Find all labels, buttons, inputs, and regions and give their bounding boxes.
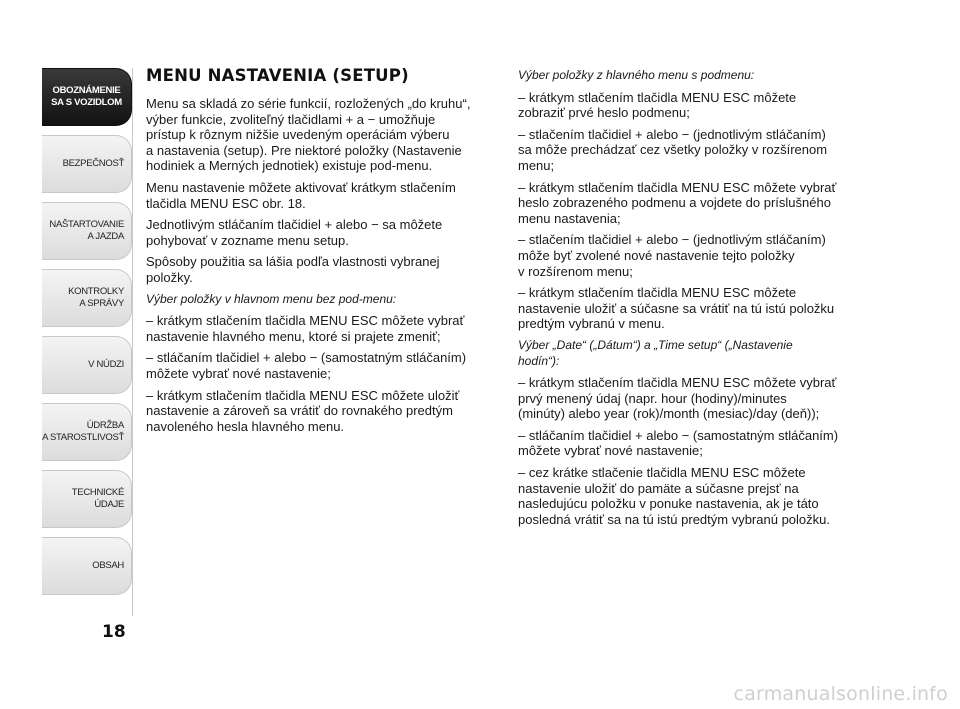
right-column bbox=[518, 68, 880, 533]
list-item: – krátkym stlačením tlačidla MENU ESC môžete zobraziť prvé heslo podmenu; bbox=[518, 89, 797, 121]
page-title: MENU NASTAVENIA (SETUP) bbox=[146, 66, 409, 85]
tab-nastartovanie[interactable]: NAŠTARTOVANIE A JAZDA bbox=[42, 202, 132, 260]
sidebar-divider bbox=[132, 68, 133, 616]
tab-obsah[interactable]: OBSAH bbox=[42, 537, 132, 595]
list-item: – stlačením tlačidiel + alebo − (jednotlivým stláčaním) sa môže prechádzať cez všetky položky v rozšírenom menu; bbox=[518, 126, 828, 173]
tab-oboznamenie[interactable]: OBOZNÁMENIE SA S VOZIDLOM bbox=[42, 68, 132, 126]
list-item: – stláčaním tlačidiel + alebo − (samostatným stláčaním) môžete vybrať nové nastavenie; bbox=[518, 427, 839, 459]
paragraph: Menu sa skladá zo série funkcií, rozložených „do kruhu“, výber funkcie, zvoliteľný tlačidlami + a − umožňuje prístup k rôznym nižšie uvedeným operáciám výberu a nastavenia (setup). Pre niektoré položky (Nastavenie hodiniek a Merných jednotiek) existuje pod-menu. bbox=[146, 96, 471, 174]
page-number: 18 bbox=[102, 622, 126, 642]
list-item: – krátkym stlačením tlačidla MENU ESC môžete vybrať nastavenie hlavného menu, ktoré si prajete zmeniť; bbox=[146, 313, 465, 344]
list-item: – krátkym stlačením tlačidla MENU ESC môžete vybrať prvý menený údaj (napr. hour (hodiny)/minutes (minúty) alebo year (rok)/month (mesiac)/day (deň)); bbox=[518, 375, 837, 422]
watermark: carmanualsonline.info bbox=[733, 683, 948, 705]
paragraph: Menu nastavenie môžete aktivovať krátkym stlačením tlačidla MENU ESC obr. 18. bbox=[146, 179, 456, 211]
paragraph: Jednotlivým stláčaním tlačidiel + alebo − sa môžete pohybovať v zozname menu setup. bbox=[146, 217, 443, 248]
paragraph: Spôsoby použitia sa lášia podľa vlastnosti vybranej položky. bbox=[146, 254, 440, 285]
subheading: Výber položky v hlavnom menu bez pod-menu: bbox=[146, 291, 397, 306]
subheading: Výber „Date“ („Dátum“) a „Time setup“ („Nastavenie hodín“): bbox=[518, 337, 793, 368]
tab-kontrolky[interactable]: KONTROLKY A SPRÁVY bbox=[42, 269, 132, 327]
list-item: – stláčaním tlačidiel + alebo − (samostatným stláčaním) môžete vybrať nové nastavenie; bbox=[146, 350, 467, 381]
subheading: Výber položky z hlavného menu s podmenu: bbox=[518, 68, 755, 82]
tab-bezpecnost[interactable]: BEZPEČNOSŤ bbox=[42, 135, 132, 193]
tab-udrzba[interactable]: ÚDRŽBA A STAROSTLIVOSŤ bbox=[42, 403, 132, 461]
list-item: – stlačením tlačidiel + alebo − (jednotlivým stláčaním) môže byť zvolené nové nastavenie tejto položky v rozšírenom menu; bbox=[518, 232, 826, 279]
tab-technicke-udaje[interactable]: TECHNICKÉ ÚDAJE bbox=[42, 470, 132, 528]
chapter-tabs bbox=[42, 68, 132, 604]
tab-v-nudzi[interactable]: V NÚDZI bbox=[42, 336, 132, 394]
list-item: – krátkym stlačením tlačidla MENU ESC môžete uložiť nastavenie a zároveň sa vrátiť do rovnakého predtým navoleného hesla hlavného menu. bbox=[146, 387, 460, 434]
list-item: – krátkym stlačením tlačidla MENU ESC môžete vybrať heslo zobrazeného podmenu a vojdete do príslušného menu nastavenia; bbox=[518, 179, 837, 226]
list-item: – krátkym stlačením tlačidla MENU ESC môžete nastavenie uložiť a súčasne sa vrátiť na tú istú položku predtým vybranú v menu. bbox=[518, 285, 835, 332]
left-column bbox=[146, 66, 498, 440]
list-item: – cez krátke stlačenie tlačidla MENU ESC môžete nastavenie uložiť do pamäte a súčasne prejsť na nasledujúcu položku v ponuke nastavenia, ak je táto posledná vrátiť sa na tú istú predtým vybranú položku. bbox=[518, 465, 830, 527]
